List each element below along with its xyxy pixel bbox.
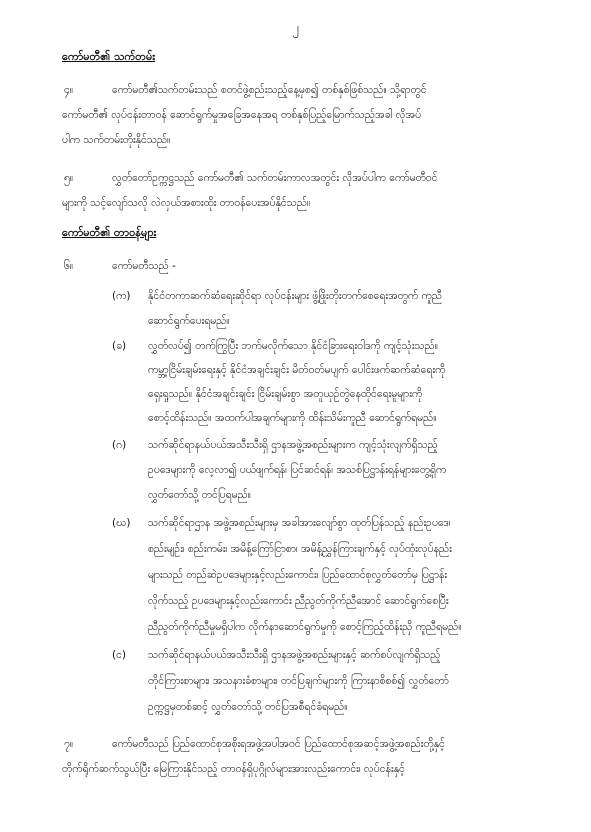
item-nga-line-3: ဥက္ကဋ္ဌမှတစ်ဆင့် လွှတ်တော်သို့ တင်ပြအစီရင်ခံရမည်။ (148, 701, 348, 713)
item-ga-line-1: သက်ဆိုင်ရာနယ်ပယ်အသီးသီးရှိ ဌာနအဖွဲ့အစည်းများက ကျင့်သုံးလျက်ရှိသည့် (148, 439, 438, 451)
item-label-kha: (ခ) (112, 340, 127, 352)
para-number-6: ၆။ (64, 260, 74, 272)
item-ka-line-2: ဆောင်ရွက်ပေးရမည်။ (148, 315, 230, 327)
item-nga-line-1: သက်ဆိုင်ရာနယ်ပယ်အသီးသီးရှိ ဌာနအဖွဲ့အစည်းများနှင့် ဆက်စပ်လျက်ရှိသည့် (148, 649, 441, 661)
section-heading-duties: ကော်မတီ၏ တာဝန်များ (62, 226, 157, 239)
item-label-ka: (က) (112, 290, 131, 302)
section-heading-term: ကော်မတီ၏ သက်တမ်း (62, 50, 156, 63)
item-kha-line-2: ကမ္ဘာ့ငြိမ်းချမ်းရေးနှင့် နိုင်ငံအချင်းချင်း မိတ်ဝတ်မပျက် ပေါင်းဖက်ဆက်ဆံရေးကို (148, 364, 446, 376)
item-gha-line-4: လိုက်သည့် ဥပဒေများနှင့်လည်းကောင်း ညီညွတ်ကိုက်ညီအောင် ဆောင်ရွက်စေပြီး (148, 595, 449, 607)
item-gha-line-1: သက်ဆိုင်ရာဌာန အဖွဲ့အစည်းများမှ အခါအားလျော်စွာ ထုတ်ပြန်သည့် နည်းဥပဒေ၊ (148, 517, 451, 529)
para-4-line-3: ပါက သက်တမ်းတိုးနိုင်သည်။ (62, 134, 171, 146)
para-number-4: ၄။ (64, 84, 74, 96)
para-6-intro: ကော်မတီသည် - (112, 260, 176, 272)
para-7-line-1: ကော်မတီသည် ပြည်ထောင်စုအစိုးရအဖွဲ့အပါအဝင် ပြည်ထောင်စုအဆင့်အဖွဲ့အစည်းတို့နှင့် (112, 738, 445, 750)
item-kha-line-3: ရှေးရှုသည်။ နိုင်ငံအချင်းချင်း ငြိမ်းချမ်းစွာ အတူယှဉ်တွဲနေထိုင်ရေးမူများကို (148, 388, 423, 400)
para-number-7: ၇။ (64, 738, 74, 750)
item-label-nga: (င) (112, 649, 127, 661)
item-kha-line-4: စောင့်ထိန်းသည်။ အထက်ပါအချက်များကို ထိန်းသိမ်းကူညီ ဆောင်ရွက်ရမည်။ (148, 412, 437, 424)
item-gha-line-3: များသည် တည်ဆဲဥပဒေများနှင့်လည်းကောင်း၊ ပြည်ထောင်စုလွှတ်တော်မှ ပြဋ္ဌာန်း (148, 569, 448, 581)
page-number: ၂ (292, 21, 299, 36)
item-kha-line-1: လွှတ်လပ်၍ တက်ကြွပြီး ဘက်မလိုက်သော နိုင်ငံခြားရေးဝါဒကို ကျင့်သုံးသည်။ (148, 340, 438, 352)
item-gha-line-2: စည်းမျဉ်း၊ စည်းကမ်း၊ အမိန့်ကြော်ငြာစာ၊ အမိန့်ညွှန်ကြားချက်နှင့် လုပ်ထုံးလုပ်နည်း (148, 543, 452, 555)
para-7-line-2: တိုက်ရိုက်ဆက်သွယ်ပြီး မြေကြားနိုင်သည့် တာဝန်ရှိပုဂ္ဂိုလ်များအားလည်းကောင်း၊ လုပ်ငန်းနှင့် (62, 763, 405, 775)
para-4-line-2: ကော်မတီ၏ လုပ်ငန်းတာဝန် ဆောင်ရွက်မှုအခြေအနေအရ တစ်နှစ်ပြည့်မြောက်သည့်အခါ လိုအပ် (62, 109, 422, 121)
item-label-gha: (ဃ) (112, 517, 131, 529)
para-number-5: ၅။ (64, 172, 74, 184)
item-gha-line-5: ညီညွတ်ကိုက်ညီမှုမရှိပါက လိုက်နာဆောင်ရွက်မှုကို စောင့်ကြည့်ထိန်းညှိ ကူညီရမည်။ (148, 621, 462, 633)
item-label-ga: (ဂ) (112, 439, 127, 451)
para-5-line-2: များကို သင့်လျော်သလို လဲလှယ်အစားထိုး တာဝန်ပေးအပ်နိုင်သည်။ (62, 197, 311, 209)
item-ga-line-2: ဥပဒေများကို လေ့လာ၍ ပယ်ဖျက်ရန်၊ ပြင်ဆင်ရန်၊ အသစ်ပြဋ္ဌာန်းရန်များတွေ့ရှိက (148, 464, 447, 476)
item-ga-line-3: လွှတ်တော်သို့ တင်ပြရမည်။ (148, 489, 251, 501)
para-5-line-1: လွှတ်တော်ဥက္ကဋ္ဌသည် ကော်မတီ၏ သက်တမ်းကာလအတွင်း လိုအပ်ပါက ကော်မတီဝင် (112, 172, 438, 184)
item-nga-line-2: တိုင်ကြားစာများ၊ အသနားခံစာများ၊ တင်ပြချက်များကို ကြားနာစိစစ်၍ လွှတ်တော် (148, 675, 449, 687)
item-ka-line-1: နိုင်ငံတကာဆက်ဆံရေးဆိုင်ရာ လုပ်ငန်းများ ဖွံ့ဖြိုးတိုးတက်စေရေးအတွက် ကူညီ (148, 290, 442, 302)
para-4-line-1: ကော်မတီ၏သက်တမ်းသည် စတင်ဖွဲ့စည်းသည့်နေ့မှစ၍ တစ်နှစ်ဖြစ်သည်။ သို့ရာတွင် (112, 84, 427, 96)
